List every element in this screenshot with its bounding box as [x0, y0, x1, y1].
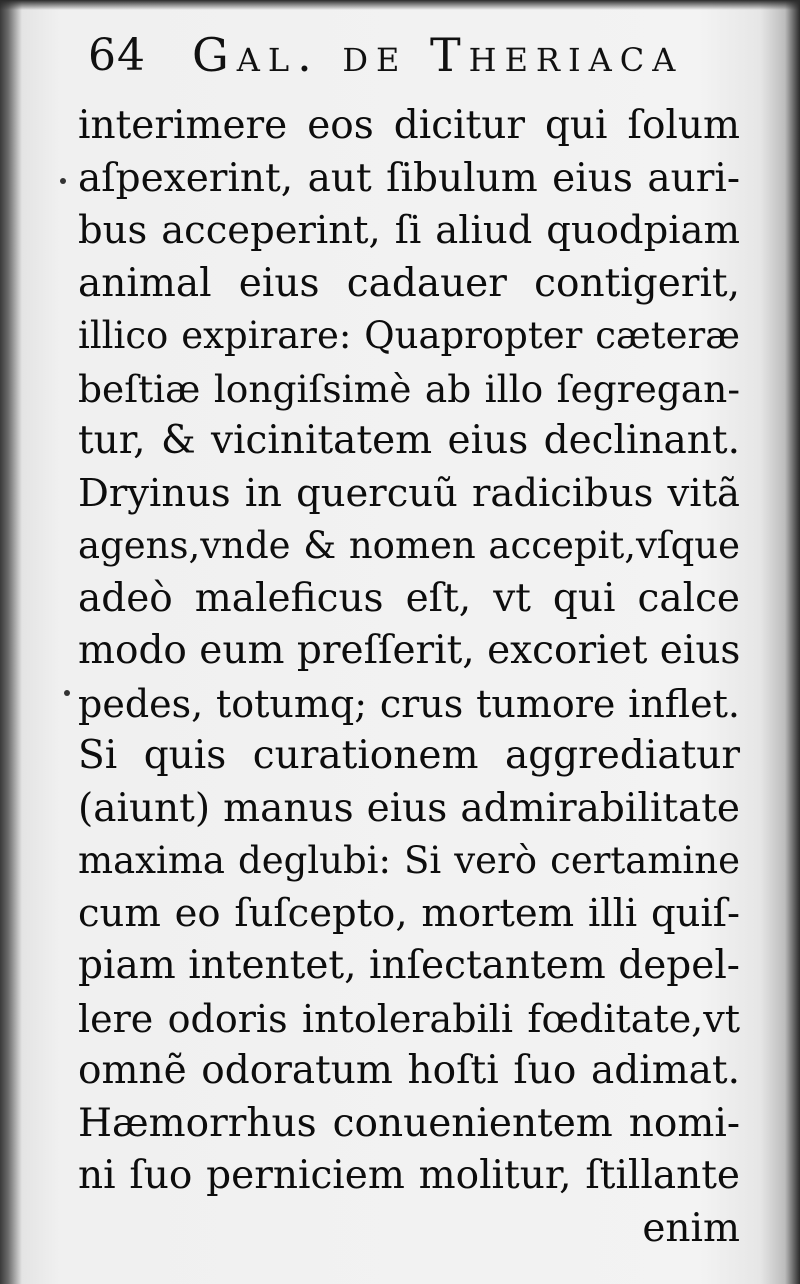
page-edge-shadow: [0, 0, 800, 10]
text-line: modo eum preſſerit, excoriet eius: [78, 628, 741, 673]
text-line: ni ſuo perniciem molitur, ſtillante: [78, 1153, 740, 1198]
catchword: enim: [642, 1205, 740, 1251]
text-line: (aiunt) manus eius admirabilitate: [78, 785, 740, 831]
text-line: Hæmorrhus conuenientem nomi-: [78, 1100, 740, 1146]
text-line: bus acceperint, ſi aliud quodpiam: [78, 208, 740, 253]
text-line: beſtiæ longiſsimè ab illo ſegregan-: [78, 366, 740, 411]
text-line: adeò maleficus eſt, vt qui calce: [78, 575, 740, 621]
text-line: tur, & vicinitatem eius declinant.: [78, 418, 740, 463]
margin-mark: [64, 690, 70, 696]
page-number: 64: [88, 30, 146, 81]
text-line: aſpexerint, aut ſibulum eius auri-: [78, 155, 740, 201]
text-line: agens,vnde & nomen accepit,vſque: [78, 524, 740, 567]
text-line: piam intentet, inſectantem depel-: [78, 943, 740, 988]
text-line: maxima deglubi: Si verò certamine: [78, 839, 740, 882]
text-line: pedes, totumq; crus tumore inflet.: [78, 681, 740, 726]
text-line: Dryinus in quercuũ radicibus vitã: [78, 470, 740, 516]
text-line: lere odoris intolerabili fœditate,vt: [78, 996, 740, 1041]
page-header: [88, 28, 688, 88]
text-line: cum eo ſuſcepto, mortem illi quiſ-: [78, 890, 740, 936]
text-line: illico expirare: Quapropter cæteræ: [78, 314, 740, 357]
body-text: [78, 100, 740, 1255]
text-line: animal eius cadauer contigerit,: [78, 260, 740, 306]
text-line: Si quis curationem aggrediatur: [78, 733, 740, 778]
margin-mark: [60, 178, 66, 184]
running-head: Gal. de Theriaca: [192, 28, 684, 82]
text-line: omnẽ odoratum hoſti ſuo adimat.: [78, 1048, 740, 1093]
text-line: interimere eos dicitur qui ſolum: [78, 103, 740, 148]
